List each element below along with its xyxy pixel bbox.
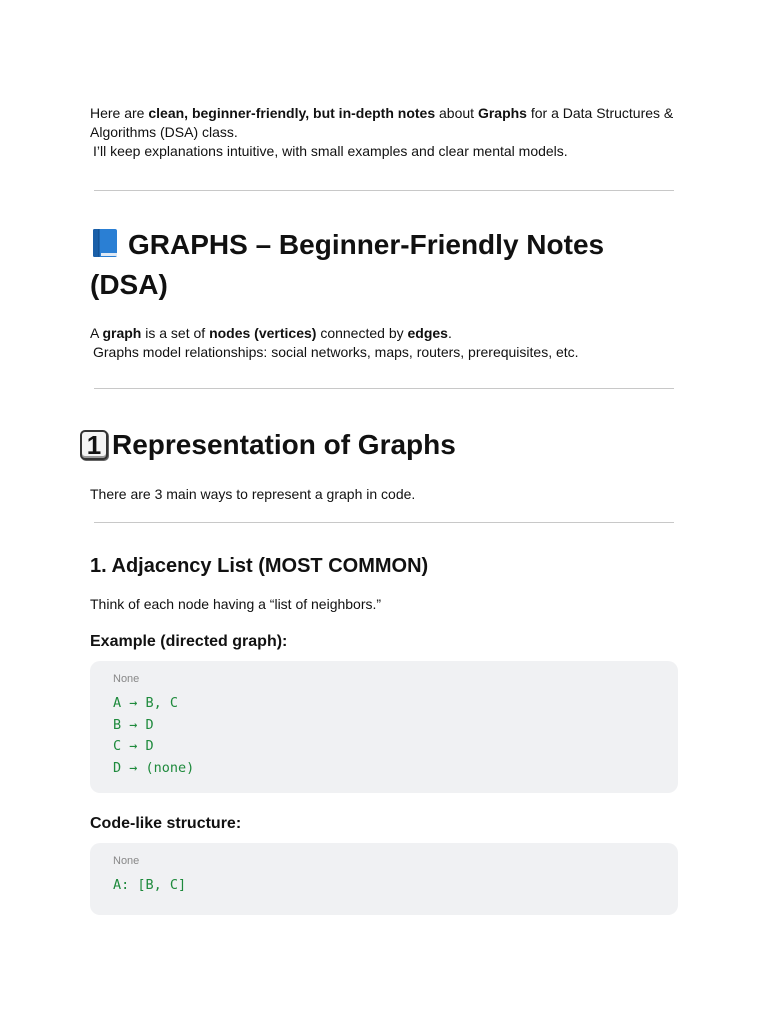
document-page <box>86 104 678 915</box>
definition-text: is a set of <box>141 325 210 341</box>
code-line: A → B, C <box>113 695 179 711</box>
section-intro-text: There are 3 main ways to represent a graph in code. <box>90 486 416 502</box>
intro-bold-text: Graphs <box>477 105 527 121</box>
subsection-text: Think of each node having a “list of neighbors.” <box>90 596 382 612</box>
definition-text: connected by <box>316 325 408 341</box>
intro-text: for a Data Structures & Algorithms (DSA) class. <box>90 105 674 140</box>
intro-text: Here are <box>90 105 149 121</box>
code-block <box>90 843 678 915</box>
definition-bold-text: graph <box>102 325 142 341</box>
code-line: C → D <box>113 738 154 754</box>
definition-bold-text: edges <box>407 325 448 341</box>
code-block <box>90 661 678 793</box>
section-heading-text: Representation of Graphs <box>112 429 456 460</box>
intro-bold-text: clean, beginner-friendly, but in-depth notes <box>148 105 436 121</box>
keycap-number-icon: 1 <box>80 430 108 460</box>
code-line: B → D <box>113 716 154 733</box>
blue-book-icon <box>90 228 120 258</box>
page-title-text: GRAPHS – Beginner-Friendly Notes (DSA) <box>90 229 605 300</box>
code-line: D → (none) <box>113 759 195 776</box>
definition-text: . <box>447 325 452 341</box>
structure-heading: Code-like structure: <box>90 815 242 832</box>
code-language-label: None <box>113 855 140 867</box>
subsection-heading: 1. Adjacency List (MOST COMMON) <box>90 555 429 577</box>
intro-text: about <box>435 105 478 121</box>
intro-paragraph-line2: I’ll keep explanations intuitive, with small examples and clear mental models. <box>93 143 568 159</box>
definition-text: A <box>90 325 103 341</box>
example-heading: Example (directed graph): <box>90 633 288 650</box>
definition-line2: Graphs model relationships: social networks, maps, routers, prerequisites, etc. <box>93 344 579 360</box>
definition-bold-text: nodes (vertices) <box>209 325 317 341</box>
definition-paragraph <box>90 324 678 343</box>
section-heading <box>80 425 678 465</box>
page-title <box>90 225 650 305</box>
code-language-label: None <box>113 673 140 685</box>
intro-paragraph <box>90 104 680 142</box>
code-line: A: [B, C] <box>113 877 187 893</box>
